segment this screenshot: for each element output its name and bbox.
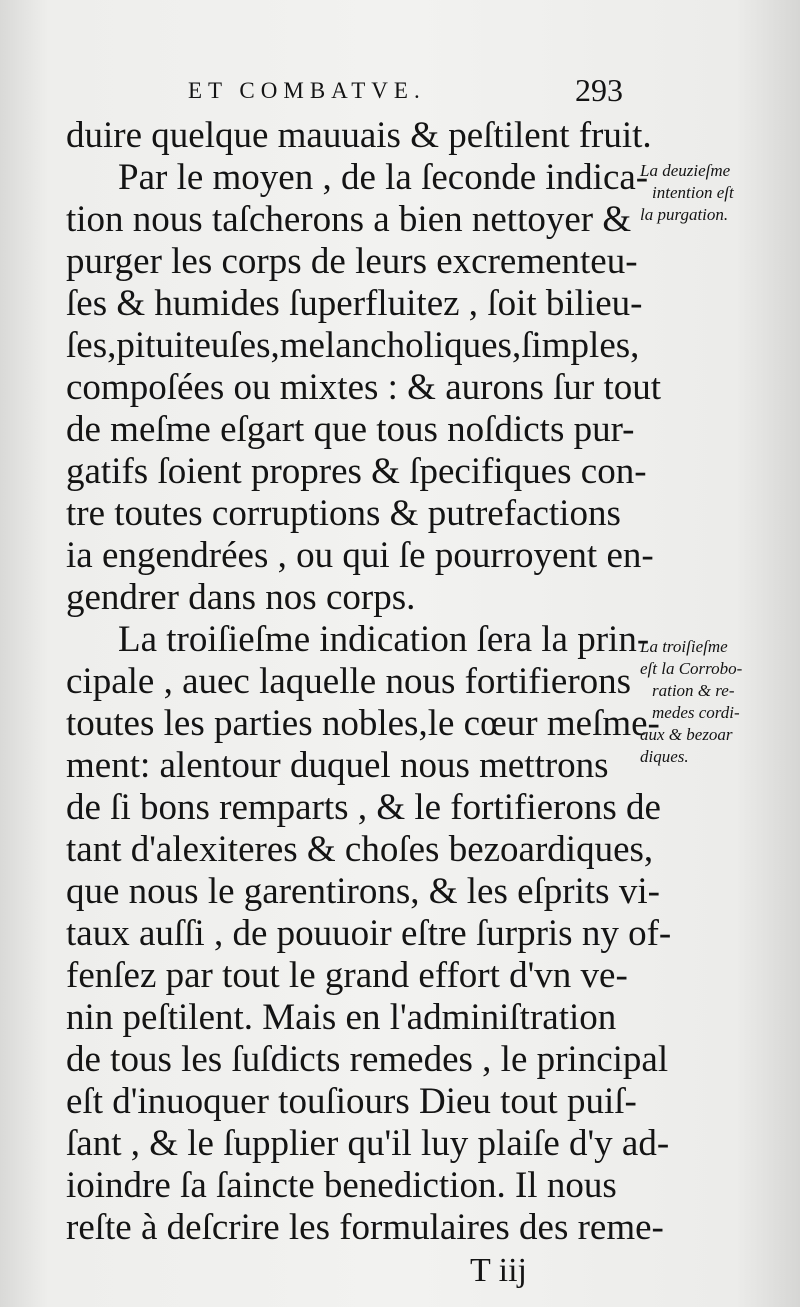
page-number: 293 (575, 72, 623, 108)
margin-note-line: diques. (640, 747, 689, 766)
text-line: de ſi bons remparts , & le fortifierons de (66, 787, 661, 828)
text-line: cipale , auec laquelle nous fortifierons (66, 661, 632, 702)
margin-note-line: La deuzieſme (640, 161, 731, 180)
signature-mark: T iij (470, 1252, 527, 1289)
text-line: La troiſieſme indication ſera la prin- (118, 619, 650, 660)
margin-note-line: La troiſieſme (640, 637, 728, 656)
text-line: tion nous taſcherons a bien nettoyer & (66, 199, 632, 240)
text-line: compoſées ou mixtes : & aurons ſur tout (66, 367, 661, 408)
text-line: Par le moyen , de la ſeconde indica- (118, 157, 649, 198)
text-line: ioindre ſa ſaincte benediction. Il nous (66, 1165, 617, 1206)
margin-note-corroboration (640, 636, 790, 768)
text-line: purger les corps de leurs excrementeu- (66, 241, 638, 282)
text-line: toutes les parties nobles,le cœur meſme- (66, 703, 660, 744)
text-line: tre toutes corruptions & putrefactions (66, 493, 621, 534)
margin-note-line: aux & bezoar (640, 725, 733, 744)
text-line: que nous le garentirons, & les eſprits vi- (66, 871, 660, 912)
text-line: tant d'alexiteres & choſes bezoardiques, (66, 829, 654, 870)
text-line: gatifs ſoient propres & ſpecifiques con- (66, 451, 647, 492)
text-line: duire quelque mauuais & peſtilent fruit. (66, 115, 652, 156)
text-line: nin peſtilent. Mais en l'adminiſtration (66, 997, 617, 1038)
page-header (0, 72, 800, 118)
text-line: taux auſſi , de pouuoir eſtre ſurpris ny of- (66, 913, 672, 954)
text-line: reſte à deſcrire les formulaires des reme- (66, 1207, 664, 1248)
text-line: ia engendrées , ou qui ſe pourroyent en- (66, 535, 654, 576)
margin-note-line: eſt la Corrobo- (640, 659, 743, 678)
text-line: ment: alentour duquel nous mettrons (66, 745, 609, 786)
margin-note-purgation (640, 160, 790, 226)
text-line: ſant , & le ſupplier qu'il luy plaiſe d'y ad- (66, 1123, 670, 1164)
body-text (66, 115, 672, 1249)
margin-note-line: intention eſt (652, 183, 734, 202)
text-line: gendrer dans nos corps. (66, 577, 416, 618)
text-line: ſes,pituiteuſes,melancholiques,ſimples, (66, 325, 640, 366)
margin-note-line: medes cordi- (652, 703, 740, 722)
margin-note-line: ration & re- (652, 681, 735, 700)
text-line: fenſez par tout le grand effort d'vn ve- (66, 955, 628, 996)
text-line: ſes & humides ſuperfluitez , ſoit bilieu- (66, 283, 643, 324)
text-line: de tous les ſuſdicts remedes , le principal (66, 1039, 669, 1080)
margin-note-line: la purgation. (640, 205, 729, 224)
text-line: eſt d'inuoquer touſiours Dieu tout puiſ- (66, 1081, 637, 1122)
text-line: de meſme eſgart que tous noſdicts pur- (66, 409, 635, 450)
running-title: ET COMBATVE. (188, 78, 426, 103)
